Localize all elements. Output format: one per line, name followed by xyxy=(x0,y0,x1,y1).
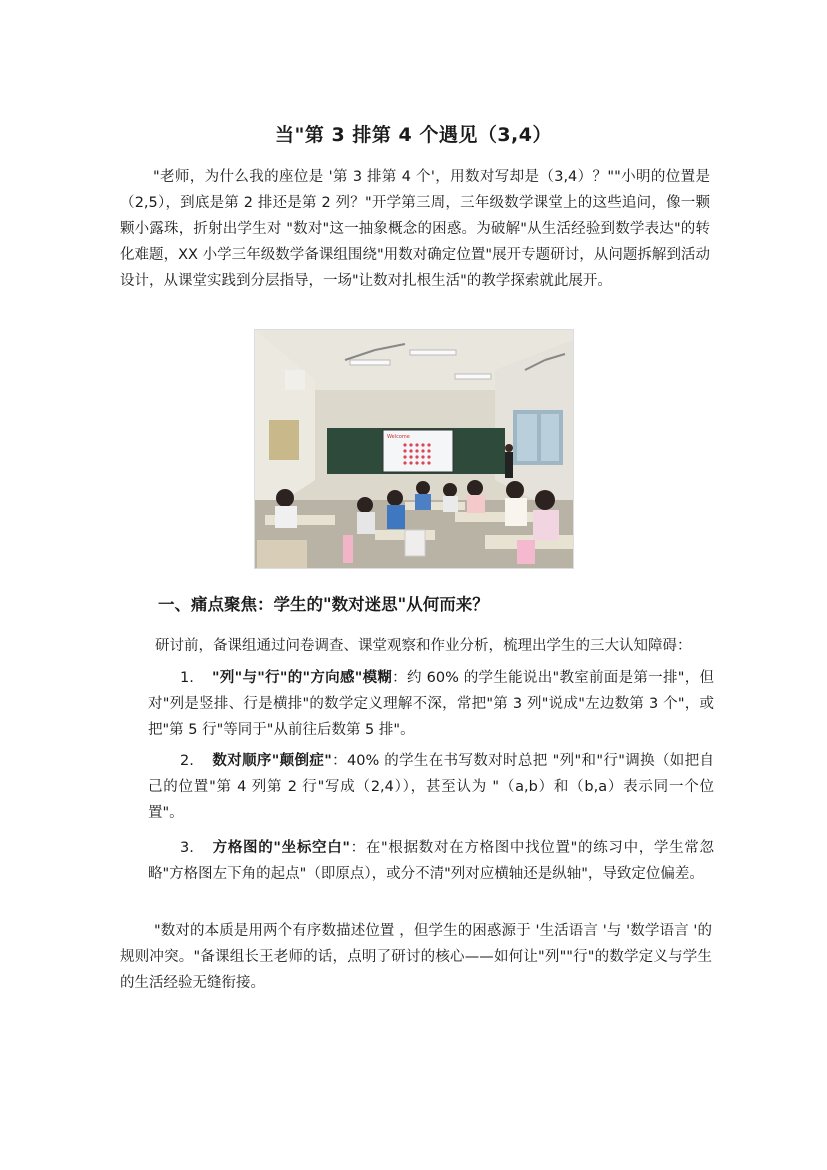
list-item-text: ：在"根据数对在方格图中找位置"的练习中，学生常忽略"方格图左下角的起点"（即原点），或分不清"列对应横轴还是纵轴"，导致定位偏差。 xyxy=(148,840,714,882)
list-number: 2. xyxy=(180,753,194,769)
list-item xyxy=(148,665,714,743)
list-number: 3. xyxy=(180,840,194,856)
article-title: 当"第 3 排第 4 个遇见（3,4） xyxy=(275,124,552,146)
list-item xyxy=(148,748,714,826)
list-item-heading: 数对顺序"颠倒症" xyxy=(212,753,332,769)
list-item-text: ：40% 的学生在书写数对时总把 "列"和"行"调换（如把自己的位置"第 4 列第 2 行"写成（2,4）），甚至认为 "（a,b）和（b,a）表示同一个位置"。 xyxy=(148,753,715,821)
list-item-text: ：约 60% 的学生能说出"教室前面是第一排"，但对"列是竖排、行是横排"的数学定义理解不深，常把"第 3 列"说成"左边数第 3 个"，或把"第 5 行"等同于"从前往后数第 5 排"。 xyxy=(148,670,714,738)
classroom-photo xyxy=(254,329,574,569)
screen-text: Welcome xyxy=(387,434,410,440)
list-item xyxy=(148,835,714,887)
section-heading: 一、痛点聚焦：学生的"数对迷思"从何而来？ xyxy=(158,595,489,614)
closing-paragraph: "数对的本质是用两个有序数描述位置 ，但学生的困惑源于 '生活语言 '与 '数学语言 '的规则冲突。"备课组长王老师的话，点明了研讨的核心——如何让"列""行"的数学定义与学生的生活经验无缝衔接。 xyxy=(120,923,712,991)
list-number: 1. xyxy=(180,670,194,686)
section-lead: 研讨前，备课组通过问卷调查、课堂观察和作业分析，梳理出学生的三大认知障碍： xyxy=(155,638,692,654)
intro-paragraph: "老师，为什么我的座位是 '第 3 排第 4 个'，用数对写却是（3,4）？""小明的位置是（2,5），到底是第 2 排还是第 2 列？"开学第三周，三年级数学课堂上的这些追问，像一颗颗小露珠，折射出学生对 "数对"这一抽象概念的困惑。为破解"从生活经验到数学表达"的转化难题，XX 小学三年级数学备课组围绕"用数对确定位置"展开专题研讨，从问题拆解到活动设计，从课堂实践到分层指导，一场"让数对扎根生活"的教学探索就此展开。 xyxy=(120,169,710,289)
classroom-illustration xyxy=(255,330,573,568)
list-item-heading: 方格图的"坐标空白" xyxy=(212,840,350,856)
list-item-heading: "列"与"行"的"方向感"模糊 xyxy=(212,670,393,686)
